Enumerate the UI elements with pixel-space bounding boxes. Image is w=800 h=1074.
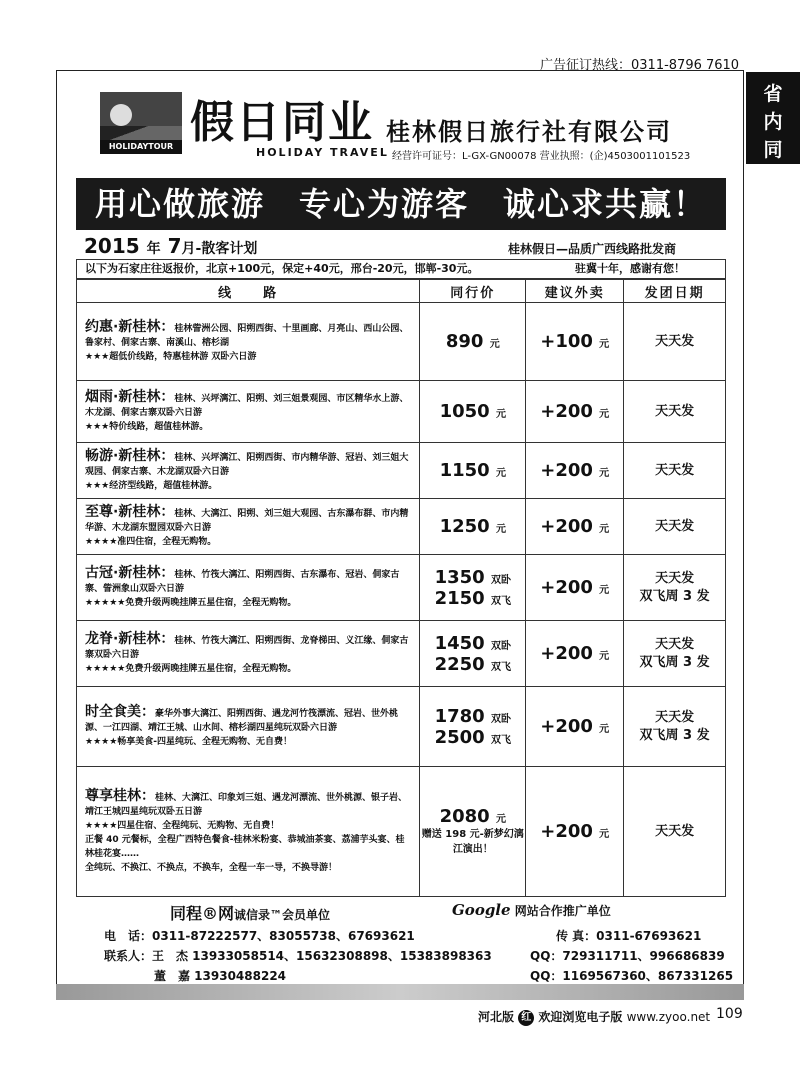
trade-price-unit: 双卧 — [491, 640, 511, 652]
trade-price-alt-unit: 双飞 — [491, 595, 511, 607]
table-row — [77, 499, 726, 555]
route-cell — [77, 555, 420, 621]
price-notice — [76, 259, 726, 279]
retail-price-cell — [526, 687, 624, 767]
website-link[interactable]: www.zyoo.net — [626, 1010, 711, 1024]
trade-price-alt-unit: 双飞 — [491, 661, 511, 673]
route-desc: 桂林、兴坪漓江、阳朔、刘三姐景观园、市区精华水上游、木龙湖、侗家古寨双卧六日游 — [85, 393, 409, 418]
google-partner-badge — [452, 901, 611, 919]
route-note: ★★★★★免费升级两晚挂牌五星住宿，全程无购物。 — [85, 597, 297, 608]
retail-price: +100 — [540, 331, 593, 352]
trade-price-cell — [420, 687, 526, 767]
departure-cell — [624, 687, 726, 767]
route-cell — [77, 443, 420, 499]
header-retail-price: 建议外卖 — [526, 280, 624, 303]
contact-line: 联系人：王 杰 13933058514、15632308898、15383898363 — [104, 949, 492, 963]
route-title: 至尊·新桂林： — [85, 503, 175, 520]
route-cell — [77, 499, 420, 555]
route-desc: 豪华外事大漓江、阳朔西街、遇龙河竹筏漂流、冠岩、世外桃源、一江四湖、靖江王城、山水间、榕杉湖四星纯玩双卧六日游 — [85, 708, 399, 733]
route-desc: 桂林、竹筏大漓江、阳朔西街、龙脊梯田、义江缘、侗家古寨双卧六日游 — [85, 635, 409, 660]
departure-text: 天天发 — [655, 403, 695, 419]
route-title: 约惠·新桂林： — [85, 318, 175, 335]
mountain-icon — [100, 126, 182, 140]
plan-slogan: 桂林假日—品质广西线路批发商 — [508, 242, 677, 256]
table-header-row — [77, 280, 726, 303]
table-row — [77, 555, 726, 621]
route-note: ★★★★畅享美食-四星纯玩、全程无购物、无自费！ — [85, 736, 293, 747]
trade-price: 1780 — [434, 705, 485, 727]
route-cell — [77, 687, 420, 767]
retail-price-unit: 元 — [599, 409, 610, 420]
trade-price-cell — [420, 621, 526, 687]
trade-price: 1050 — [439, 401, 490, 422]
company-logo-icon — [100, 92, 182, 154]
tour-price-table — [76, 279, 726, 897]
departure-cell — [624, 443, 726, 499]
plan-year-unit: 年 — [146, 241, 161, 257]
route-cell — [77, 381, 420, 443]
route-desc: 桂林訾洲公园、阳朔西街、十里画廊、月亮山、西山公园、鲁家村、侗家古寨、南溪山、榕杉湖 — [85, 323, 409, 348]
retail-price: +200 — [540, 643, 593, 664]
retail-price-unit: 元 — [599, 585, 610, 596]
retail-price: +200 — [540, 460, 593, 481]
logo-caption: HOLIDAYTOUR — [100, 140, 182, 154]
trade-price-cell — [420, 499, 526, 555]
trade-price-unit: 元 — [496, 409, 506, 420]
retail-price: +200 — [540, 516, 593, 537]
departure-cell — [624, 621, 726, 687]
red-mark-icon: 红 — [518, 1010, 534, 1026]
route-title: 古冠·新桂林： — [85, 564, 175, 581]
trade-price: 890 — [445, 331, 484, 352]
retail-price: +200 — [540, 716, 593, 737]
departure-text: 天天发 — [655, 636, 695, 652]
section-tab-char: 内 — [763, 111, 783, 133]
header-departure: 发团日期 — [624, 280, 726, 303]
trade-price-cell — [420, 443, 526, 499]
trade-price: 1250 — [439, 516, 490, 537]
route-note: ★★★特价线路，超值桂林游。 — [85, 421, 209, 432]
section-tab — [746, 72, 800, 189]
gift-note: 赠送 198 元-新梦幻漓江演出！ — [421, 829, 524, 855]
plan-title — [84, 234, 257, 258]
qq-line: QQ：729311711、996686839 — [530, 949, 725, 963]
route-note: ★★★经济型线路，超值桂林游。 — [85, 480, 218, 491]
google-badge-text: 网站合作推广单位 — [514, 904, 611, 918]
table-row — [77, 303, 726, 381]
route-note: ★★★★准四住宿，全程无购物。 — [85, 536, 217, 547]
departure-text: 天天发 — [655, 333, 695, 349]
route-cell — [77, 767, 420, 897]
departure-cell — [624, 767, 726, 897]
retail-price: +200 — [540, 401, 593, 422]
route-desc: 桂林、兴坪漓江、阳朔西街、市内精华游、冠岩、刘三姐大观园、侗家古寨、木龙湖双卧六日游 — [85, 452, 409, 477]
departure-text: 天天发 — [655, 462, 695, 478]
trade-price: 1350 — [434, 566, 485, 588]
trade-price-unit: 双卧 — [491, 574, 511, 586]
route-note: ★★★★四星住宿、全程纯玩、无购物、无自费！ — [85, 820, 280, 831]
bottom-strip — [56, 984, 744, 1000]
trade-price-cell — [420, 303, 526, 381]
departure-text: 天天发 — [655, 518, 695, 534]
route-title: 烟雨·新桂林： — [85, 388, 175, 405]
retail-price: +200 — [540, 821, 593, 842]
retail-price-unit: 元 — [599, 339, 610, 350]
trade-price-alt: 2250 — [434, 653, 485, 675]
plan-month-suffix: 月-散客计划 — [181, 241, 258, 257]
company-name: 桂林假日旅行社有限公司 — [386, 117, 672, 146]
brand-name: 假日同业 — [190, 97, 374, 148]
departure-flight-text: 双飞周 3 发 — [639, 588, 710, 604]
trade-price-alt: 2150 — [434, 587, 485, 609]
route-pure-note: 全纯玩、不换江、不换点，不换车，全程一车一导，不换导游！ — [85, 862, 338, 873]
departure-flight-text: 双飞周 3 发 — [639, 727, 710, 743]
google-logo: Google — [452, 901, 511, 919]
header-trade-price: 同行价 — [420, 280, 526, 303]
route-note: ★★★超低价线路，特惠桂林游 双卧六日游 — [85, 351, 257, 362]
retail-price-cell — [526, 621, 624, 687]
ly-badge-text: 诚信录™会员单位 — [234, 908, 331, 922]
thanks-text: 驻冀十年，感谢有您！ — [575, 262, 685, 275]
trade-price-alt: 2500 — [434, 726, 485, 748]
trade-price: 1450 — [434, 632, 485, 654]
license-info: 经营许可证号：L-GX-GN00078 营业执照：(企)4503001101523 — [392, 151, 691, 162]
retail-price-cell — [526, 767, 624, 897]
retail-price-cell — [526, 499, 624, 555]
departure-cell — [624, 303, 726, 381]
plan-month: 7 — [167, 234, 182, 258]
retail-price-cell — [526, 303, 624, 381]
browse-text: 欢迎浏览电子版 — [538, 1010, 623, 1024]
route-title: 时全食美： — [85, 703, 155, 720]
departure-cell — [624, 499, 726, 555]
section-tab-char: 省 — [763, 83, 783, 105]
retail-price-unit: 元 — [599, 524, 610, 535]
retail-price-unit: 元 — [599, 651, 610, 662]
price-notice-text: 以下为石家庄往返报价，北京+100元，保定+40元，邢台-20元，邯郸-30元。 — [85, 262, 479, 275]
route-desc: 桂林、大漓江、印象刘三姐、遇龙河漂流、世外桃源、银子岩、靖江王城四星纯玩双卧五日游 — [85, 792, 408, 817]
phone-line: 电 话：0311-87222577、83055738、67693621 — [104, 929, 415, 943]
trade-price-alt-unit: 双飞 — [491, 734, 511, 746]
slogan-banner: 用心做旅游 专心为游客 诚心求共赢！ — [76, 178, 726, 230]
table-row — [77, 687, 726, 767]
retail-price-cell — [526, 381, 624, 443]
retail-price-unit: 元 — [599, 468, 610, 479]
trade-price-unit: 元 — [496, 814, 506, 825]
departure-text: 天天发 — [655, 709, 695, 725]
retail-price-cell — [526, 555, 624, 621]
edition-info — [478, 1008, 710, 1026]
ad-hotline: 广告征订热线：0311-8796 7610 — [540, 58, 740, 73]
ly-member-badge — [170, 901, 330, 924]
ly-logo: 同程®网 — [170, 904, 235, 923]
table-row — [77, 381, 726, 443]
brand-english: HOLIDAY TRAVEL — [256, 146, 389, 159]
page-number: 109 — [716, 1006, 743, 1022]
section-tab-char: 同 — [763, 139, 783, 161]
trade-price: 2080 — [439, 806, 490, 827]
route-cell — [77, 303, 420, 381]
retail-price-unit: 元 — [599, 829, 610, 840]
route-desc: 桂林、竹筏大漓江、阳朔西街、古东瀑布、冠岩、侗家古寨、訾洲象山双卧六日游 — [85, 569, 400, 594]
sun-icon — [110, 104, 132, 126]
route-title: 畅游·新桂林： — [85, 447, 175, 464]
contact-line-2: 董 嘉 13930488224 — [154, 969, 287, 983]
trade-price-cell — [420, 767, 526, 897]
departure-cell — [624, 555, 726, 621]
route-cell — [77, 621, 420, 687]
trade-price-unit: 元 — [496, 468, 506, 479]
trade-price-unit: 元 — [489, 339, 500, 350]
table-row — [77, 443, 726, 499]
plan-year: 2015 — [84, 234, 140, 258]
retail-price-unit: 元 — [599, 724, 610, 735]
retail-price-cell — [526, 443, 624, 499]
trade-price-cell — [420, 381, 526, 443]
retail-price: +200 — [540, 577, 593, 598]
trade-price: 1150 — [439, 460, 490, 481]
trade-price-cell — [420, 555, 526, 621]
departure-text: 天天发 — [655, 823, 695, 839]
route-title: 尊享桂林： — [85, 787, 155, 804]
section-tab-char: 业 — [763, 167, 783, 189]
table-row — [77, 621, 726, 687]
route-note: ★★★★★免费升级两晚挂牌五星住宿，全程无购物。 — [85, 663, 297, 674]
route-title: 龙脊·新桂林： — [85, 630, 175, 647]
trade-price-unit: 双卧 — [491, 713, 511, 725]
departure-flight-text: 双飞周 3 发 — [639, 654, 710, 670]
trade-price-unit: 元 — [496, 524, 506, 535]
route-meal-note: 正餐 40 元餐标，全程广西特色餐食-桂林米粉宴、恭城油茶宴、荔浦芋头宴、桂林桂花宴…… — [85, 834, 405, 859]
edition-label: 河北版 — [478, 1010, 515, 1024]
header-route: 线 路 — [77, 280, 420, 303]
departure-text: 天天发 — [655, 570, 695, 586]
qq-line-2: QQ：1169567360、867331265 — [530, 969, 734, 983]
route-desc: 桂林、大漓江、阳朔、刘三姐大观园、古东瀑布群、市内精华游、木龙湖东盟园双卧六日游 — [85, 508, 409, 533]
table-row — [77, 767, 726, 897]
fax-line: 传 真：0311-67693621 — [556, 929, 702, 943]
departure-cell — [624, 381, 726, 443]
